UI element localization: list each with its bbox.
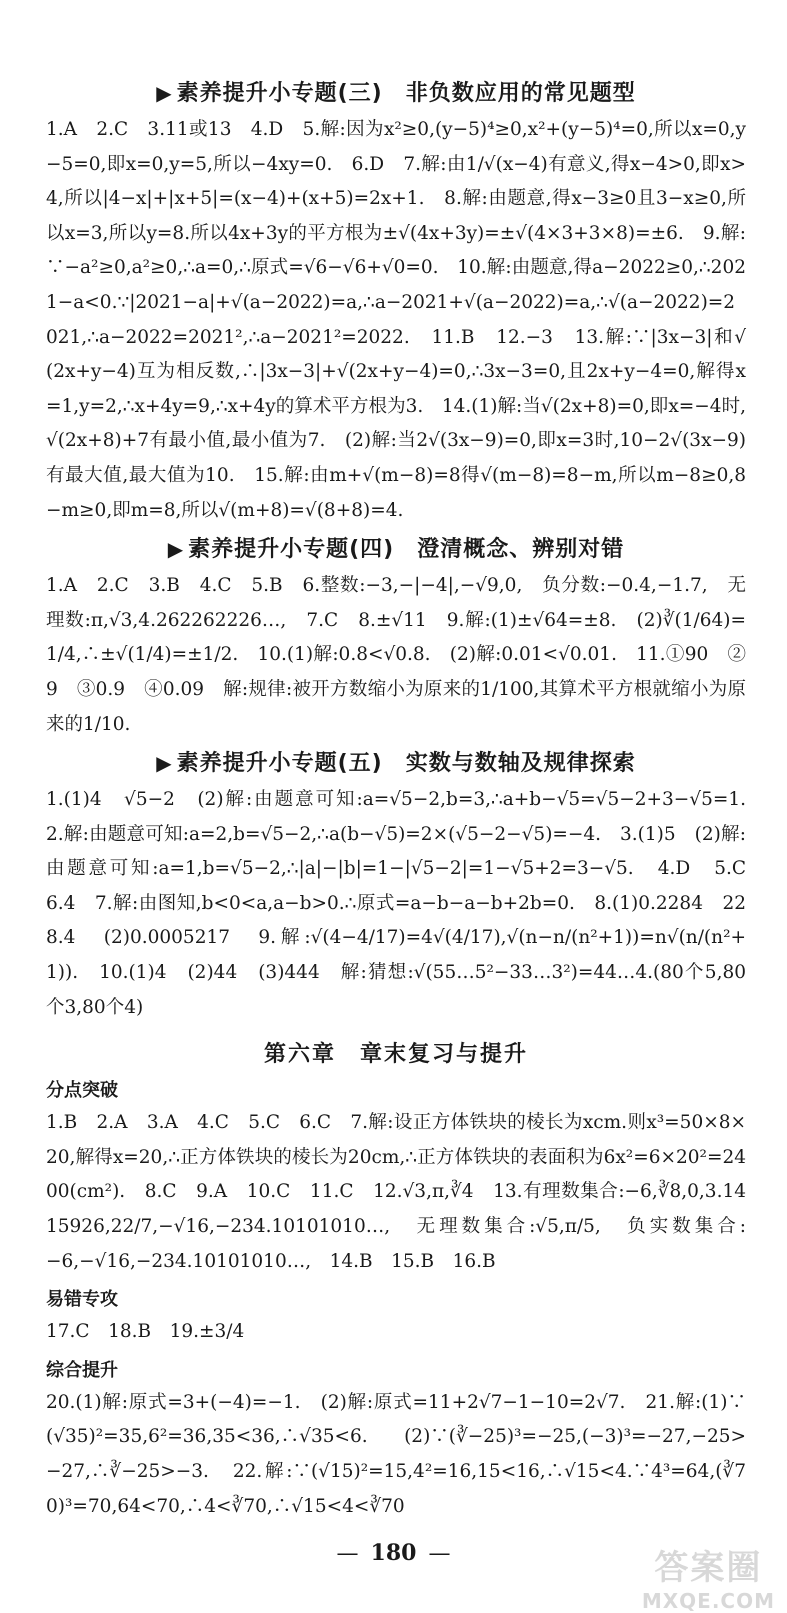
triangle-marker-icon: ▶ — [167, 537, 185, 562]
footer-dash: — — [428, 1541, 451, 1566]
page-number: 180 — [370, 1540, 417, 1566]
section-body: 1.(1)4 √5−2 (2)解:由题意可知:a=√5−2,b=3,∴a+b−√5=√5−2+3−√5=1. 2.解:由题意可知:a=2,b=√5−2,∴a(b−√5)=2×(√5−2−√5)=−4. 3.(1)5 (2)解:由题意可知:a=1,b=√5−2,∴|a|−|b|=1−|√5−2|=1−√5+2=3−√5. 4.D 5.C 6.4 7.解:由图知,b<0<a,a−b>0.∴原式=a−b−a−b+2b=0. 8.(1)0.2284 228.4 (2)0.0005217 9.解:√(4−4/17)=4√(4/17),√(n−n/(n²+1))=n√(n/(n²+1)). 10.(1)4 (2)44 (3)444 解:猜想:√(55…5²−33…3²)=44…4.(80个5,80个3,80个4) — [46, 789, 765, 1018]
sub-body: 1.B 2.A 3.A 4.C 5.C 6.C 7.解:设正方体铁块的棱长为xcm.则x³=50×8×20,解得x=20,∴正方体铁块的棱长为20cm,∴正方体铁块的表面积为6x²=6×20²=2400(cm²). 8.C 9.A 10.C 11.C 12.√3,π,∛4 13.有理数集合:−6,∛8,0,3.1415926,22/7,−√16,−234.10101010…, 无理数集合:√5,π/5, 负实数集合:−6,−√16,−234.10101010…, 14.B 15.B 16.B — [46, 1112, 746, 1272]
chapter-review — [46, 1037, 746, 1524]
answer-page — [46, 72, 765, 1524]
section-body: 1.A 2.C 3.11或13 4.D 5.解:因为x²≥0,(y−5)⁴≥0,x²+(y−5)⁴=0,所以x=0,y−5=0,即x=0,y=5,所以−4xy=0. 6.D 7.解:由1/√(x−4)有意义,得x−4>0,即x>4,所以|4−x|+|x+5|=(x−4)+(x+5)=2x+1. 8.解:由题意,得x−3≥0且3−x≥0,所以x=3,所以y=8.所以4x+3y的平方根为±√(4x+3y)=±√(4×3+3×8)=±6. 9.解:∵−a²≥0,a²≥0,∴a=0,∴原式=√6−√6+√0=0. 10.解:由题意,得a−2022≥0,∴2021−a<0.∵|2021−a|+√(a−2022)=a,∴a−2021+√(a−2022)=a,∴√(a−2022)=2021,∴a−2022=2021²,∴a−2021²=2022. 11.B 12.−3 13.解:∵|3x−3|和√(2x+y−4)互为相反数,∴|3x−3|+√(2x+y−4)=0,∴3x−3=0,且2x+y−4=0,解得x=1,y=2,∴x+4y=9,∴x+4y的算术平方根为3. 14.(1)解:当√(2x+8)=0,即x=−4时,√(2x+8)+7有最小值,最小值为7. (2)解:当2√(3x−9)=0,即x=3时,10−2√(3x−9)有最大值,最大值为10. 15.解:由m+√(m−8)=8得√(m−8)=8−m,所以m−8≥0,8−m≥0,即m=8,所以√(m+8)=√(8+8)=4. — [46, 119, 746, 521]
section-title: ▶ 素养提升小专题(三) 非负数应用的常见题型 — [156, 81, 636, 106]
section-3 — [46, 76, 746, 528]
sub-heading: 综合提升 — [46, 1359, 118, 1381]
section-5 — [46, 746, 765, 1025]
watermark-text: 答案圈 — [654, 1548, 763, 1588]
watermark-logo — [642, 1540, 775, 1613]
sub-body: 17.C 18.B 19.±3/4 — [46, 1321, 245, 1343]
section-title: ▶ 素养提升小专题(五) 实数与数轴及规律探索 — [156, 751, 636, 777]
sub-heading: 易错专攻 — [46, 1289, 118, 1311]
sub-body: 20.(1)解:原式=3+(−4)=−1. (2)解:原式=11+2√7−1−10=2√7. 21.解:(1)∵(√35)²=35,6²=36,35<36,∴√35<6. (2)∵(∛−25)³=−25,(−3)³=−27,−25>−27,∴∛−25>−3. 22.解:∵(√15)²=15,4²=16,15<16,∴√15<4.∵4³=64,(∛70)³=70,64<70,∴4<∛70,∴√15<4<∛70 — [46, 1391, 746, 1517]
sub-heading: 分点突破 — [46, 1080, 118, 1102]
section-4 — [46, 532, 746, 742]
section-body: 1.A 2.C 3.B 4.C 5.B 6.整数:−3,−|−4|,−√9,0, 负分数:−0.4,−1.7, 无理数:π,√3,4.262262226…, 7.C 8.±√11 9.解:(1)±√64=±8. (2)∛(1/64)=1/4,∴±√(1/4)=±1/2. 10.(1)解:0.8<√0.8. (2)解:0.01<√0.01. 11.①90 ②9 ③0.9 ④0.09 解:规律:被开方数缩小为原来的1/100,其算术平方根就缩小为原来的1/10. — [46, 575, 746, 735]
chapter-title: 第六章 章末复习与提升 — [263, 1042, 528, 1068]
section-title: ▶ 素养提升小专题(四) 澄清概念、辨别对错 — [167, 537, 625, 563]
triangle-marker-icon: ▶ — [156, 751, 173, 776]
footer-dash: — — [336, 1541, 359, 1566]
triangle-marker-icon: ▶ — [156, 81, 173, 105]
watermark-url: MXQE.COM — [641, 1589, 775, 1613]
